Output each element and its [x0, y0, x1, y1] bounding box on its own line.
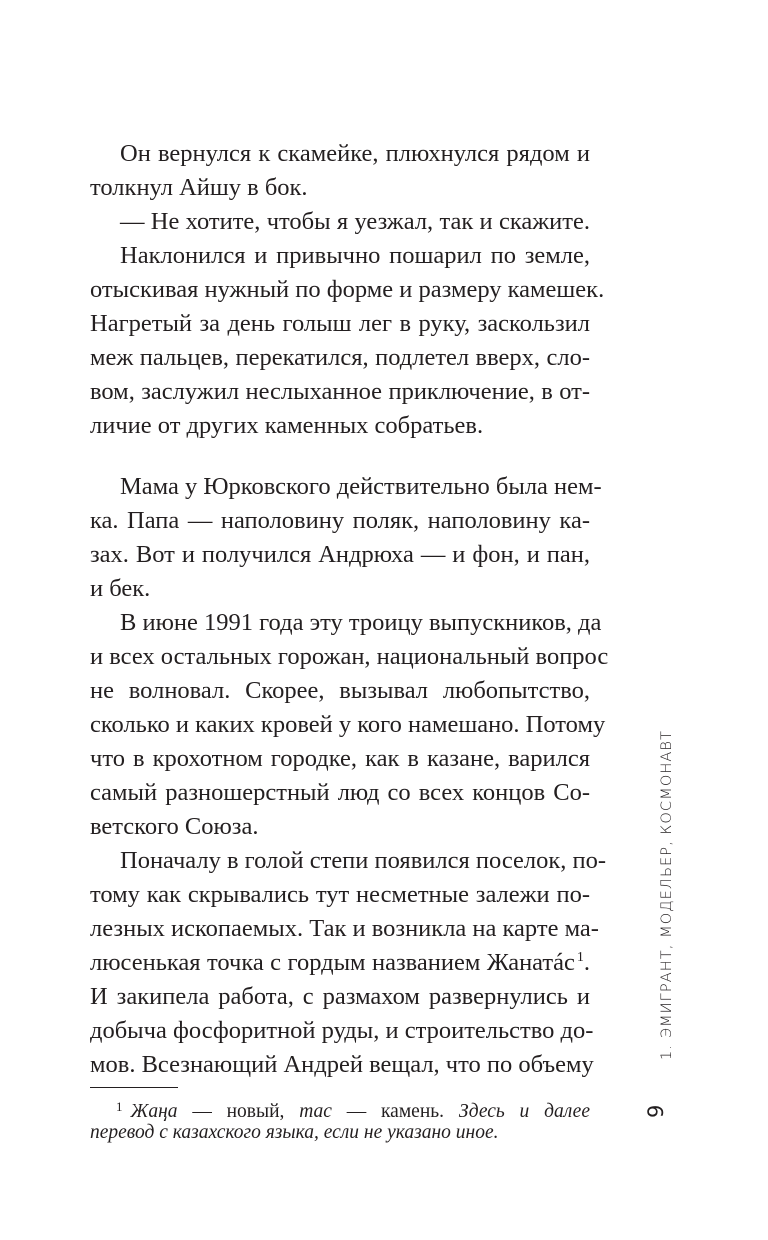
footnote-line: перевод с казахского языка, если не указано иное.	[90, 1122, 499, 1143]
footnote-rule	[90, 1087, 178, 1088]
footnote-line	[116, 1094, 590, 1120]
text-line: самый разношерстный люд со всех концов Со-	[90, 779, 590, 806]
text-line: Поначалу в голой степи появился поселок, по-	[120, 847, 607, 874]
text-line: ка. Папа — наполовину поляк, наполовину ка-	[90, 507, 590, 534]
text-line: и всех остальных горожан, национальный вопрос	[90, 643, 609, 670]
text-line: и бек.	[90, 575, 151, 602]
text-line-with-note	[90, 946, 590, 980]
text-line: зах. Вот и получился Андрюха — и фон, и пан,	[90, 541, 590, 568]
page-number: 9	[644, 1104, 668, 1118]
footnote-gloss: — камень.	[346, 1101, 445, 1122]
text-line: меж пальцев, перекатился, подлетел вверх, сло-	[90, 344, 590, 371]
footnote-gloss: — новый,	[192, 1101, 285, 1122]
text-line: отыскивая нужный по форме и размеру камешек.	[90, 276, 605, 303]
text-line: лезных ископаемых. Так и возникла на карте ма-	[90, 915, 599, 942]
text-line: люсенькая точка с гордым названием Жанатáс	[90, 949, 575, 976]
text-line: И закипела работа, с размахом развернулись и	[90, 983, 590, 1010]
text-line: Он вернулся к скамейке, плюхнулся рядом и	[120, 140, 590, 167]
text-line: В июне 1991 года эту троицу выпускников, да	[120, 609, 602, 636]
text-line: Нагретый за день голыш лег в руку, заскользил	[90, 310, 590, 337]
footnote-term: Жаңа	[130, 1101, 178, 1122]
footnote-term: тас	[299, 1101, 332, 1122]
footnote-number: 1	[116, 1099, 123, 1114]
text-line: толкнул Айшу в бок.	[90, 174, 308, 201]
text-line: добыча фосфоритной руды, и строительство до-	[90, 1017, 594, 1044]
text-line: ветского Союза.	[90, 813, 259, 840]
text-line: мов. Всезнающий Андрей вещал, что по объему	[90, 1051, 594, 1078]
text-line: — Не хотите, чтобы я уезжал, так и скажите.	[120, 208, 590, 235]
running-head: 1. ЭМИГРАНТ, МОДЕЛЬЕР, КОСМОНАВТ	[658, 730, 675, 1060]
footnote-marker: 1	[576, 950, 584, 965]
text-line: Мама у Юрковского действительно была нем-	[120, 473, 602, 500]
text-line: сколько и каких кровей у кого намешано. Потому	[90, 711, 606, 738]
text-line: что в крохотном городке, как в казане, варился	[90, 745, 590, 772]
text-line: Наклонился и привычно пошарил по земле,	[120, 242, 590, 269]
sentence-period: .	[583, 949, 590, 976]
footnote-text: Здесь и далее	[458, 1101, 590, 1122]
text-line: личие от других каменных собратьев.	[90, 412, 484, 439]
text-line: вом, заслужил неслыханное приключение, в от-	[90, 378, 590, 405]
text-line: не волновал. Скорее, вызывал любопытство,	[90, 677, 590, 704]
text-line: тому как скрывались тут несметные залежи по-	[90, 881, 590, 908]
